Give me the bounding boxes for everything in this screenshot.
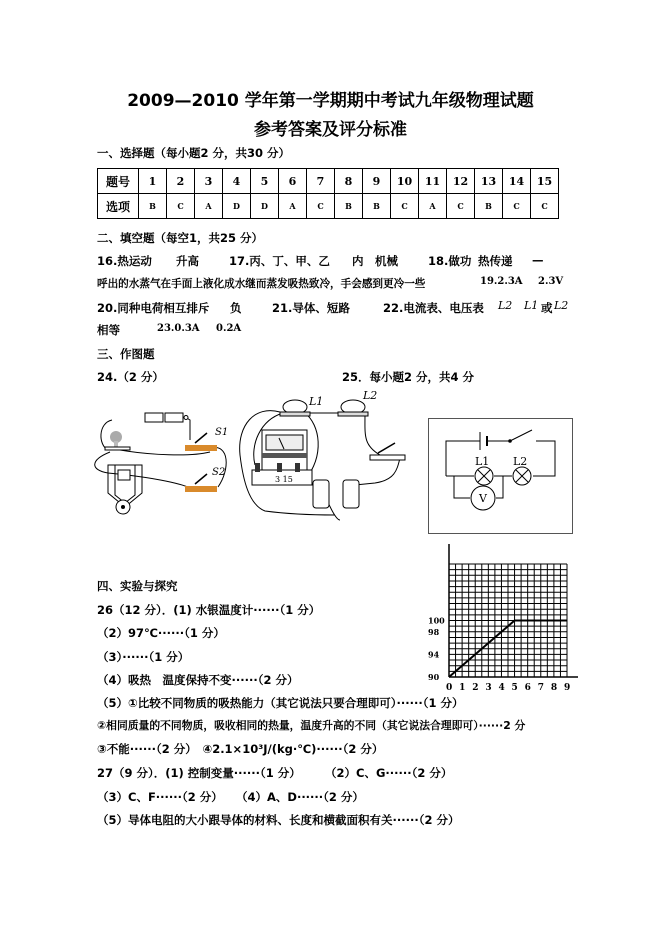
question-number: 4 — [223, 169, 251, 194]
wire — [355, 458, 400, 485]
battery-cell-icon — [313, 480, 329, 508]
row-label-option: 选项 — [98, 194, 139, 219]
answer-q26-5c: ③不能······（2 分） ④2.1×10³J/(kg·℃)······（2 分） — [97, 742, 384, 756]
table-row-options — [98, 194, 559, 219]
answer-q20: 20.同种电荷相互排斥 — [97, 301, 210, 315]
answer-option: D — [223, 194, 251, 219]
x-tick-label: 4 — [498, 683, 505, 693]
question-number: 9 — [363, 169, 391, 194]
meter-scale-label: 3 15 — [275, 475, 293, 484]
question-number: 12 — [447, 169, 475, 194]
question-number: 7 — [307, 169, 335, 194]
answer-q22: 22.电流表、电压表 — [383, 301, 484, 315]
question-number: 5 — [251, 169, 279, 194]
answer-option: B — [475, 194, 503, 219]
answer-option: B — [139, 194, 167, 219]
label-voltmeter: V — [479, 492, 487, 505]
answer-option: C — [391, 194, 419, 219]
battery-cell-icon — [145, 413, 163, 422]
switch-icon — [370, 455, 405, 460]
answer-option: C — [447, 194, 475, 219]
y-tick-label: 98 — [428, 626, 440, 637]
answer-option: C — [531, 194, 559, 219]
battery-cell-icon — [165, 413, 183, 422]
switch-s1-icon — [185, 445, 217, 451]
answer-table — [97, 168, 559, 219]
label-schematic-l1: L1 — [475, 455, 490, 468]
answer-q26-2: （2）97℃······（1 分） — [97, 626, 225, 640]
answer-q27-3: （3）C、F······（2 分） — [97, 790, 223, 804]
question-number: 6 — [279, 169, 307, 194]
wire — [185, 417, 190, 440]
answer-q17b: 内 — [352, 254, 364, 268]
answer-option: B — [363, 194, 391, 219]
label-l1: L1 — [309, 395, 324, 408]
x-tick-label: 7 — [537, 683, 545, 693]
answer-q22-l1: L1 — [524, 299, 539, 312]
switch-s2-icon — [185, 486, 217, 492]
x-tick-label: 0 — [446, 683, 453, 693]
y-tick-label: 94 — [428, 649, 440, 660]
x-tick-label: 8 — [550, 683, 558, 693]
lamp-l2-icon — [513, 467, 531, 485]
temperature-time-chart — [420, 540, 580, 695]
y-tick-label: 100 — [428, 615, 445, 626]
y-tick-label: 90 — [428, 672, 440, 682]
answer-q23: 23.0.3A — [157, 323, 200, 334]
label-schematic-l2: L2 — [513, 455, 528, 468]
x-tick-label: 2 — [472, 683, 479, 693]
table-row-numbers — [98, 169, 559, 194]
answer-q17c: 机械 — [375, 254, 398, 268]
question-number: 13 — [475, 169, 503, 194]
document-subtitle: 参考答案及评分标准 — [254, 120, 407, 140]
section1-heading: 一、选择题（每小题2 分，共30 分） — [97, 146, 291, 160]
question-number: 14 — [503, 169, 531, 194]
answer-q26-1: 26（12 分）．(1) 水银温度计······（1 分） — [97, 603, 321, 617]
label-l2: L2 — [363, 389, 378, 402]
answer-q20b: 负 — [230, 301, 242, 315]
answer-q18-explanation: 呼出的水蒸气在手面上液化成水继而蒸发吸热致冷，手会感到更冷一些 — [97, 278, 426, 290]
answer-q19: 19.2.3A — [480, 276, 523, 287]
answer-q23b: 0.2A — [216, 323, 242, 334]
answer-q22-l3: L2 — [554, 299, 569, 312]
answer-option: A — [195, 194, 223, 219]
answer-q16b: 升高 — [176, 254, 199, 268]
answer-q26-4: （4）吸热 温度保持不变······（2 分） — [97, 673, 299, 687]
figure-24-circuit — [90, 395, 240, 525]
answer-q26-5b: ②相同质量的不同物质，吸收相同的热量，温度升高的不同（其它说法合理即可）······2 分 — [97, 719, 526, 732]
answer-q27-5: （5）导体电阻的大小跟导体的材料、长度和横截面积有关······（2 分） — [97, 813, 460, 827]
x-tick-label: 5 — [511, 683, 518, 693]
answer-q16: 16.热运动 — [97, 254, 152, 268]
answer-q26-3: （3）······（1 分） — [97, 650, 190, 664]
figure-25-schematic — [428, 418, 573, 534]
answer-q27-4: （4）A、D······（2 分） — [236, 790, 364, 804]
answer-q22-cont: 相等 — [97, 323, 120, 337]
answer-q26-5: （5）①比较不同物质的吸热能力（其它说法只要合理即可）······（1 分） — [97, 696, 464, 710]
label-s1: S1 — [215, 427, 229, 438]
answer-option: B — [335, 194, 363, 219]
answer-option: C — [307, 194, 335, 219]
answer-q21: 21.导体、短路 — [272, 301, 350, 315]
x-tick-label: 3 — [485, 683, 492, 693]
answer-q27-2: （2）C、G······（2 分） — [325, 766, 453, 780]
question-number: 3 — [195, 169, 223, 194]
bulb-base — [105, 447, 130, 450]
answer-q17: 17.丙、丁、甲、乙 — [229, 254, 330, 268]
question-number: 8 — [335, 169, 363, 194]
wire — [365, 413, 380, 455]
question-number: 10 — [391, 169, 419, 194]
lamp-l1-icon — [475, 467, 493, 485]
answer-q18b: 热传递 — [478, 254, 513, 268]
section3-heading: 三、作图题 — [97, 347, 155, 361]
answer-q22-l2: L2 — [498, 299, 513, 312]
figure-25-circuit — [235, 385, 425, 525]
answer-option: C — [167, 194, 195, 219]
answer-q22-or: 或 — [541, 301, 553, 315]
section4-heading: 四、实验与探究 — [97, 579, 178, 593]
answer-q27-1: 27（9 分）．(1) 控制变量······（1 分） — [97, 766, 301, 780]
question-25-label: 25．每小题2 分，共4 分 — [342, 370, 475, 384]
wire — [101, 420, 112, 450]
section2-heading: 二、填空题（每空1，共25 分） — [97, 231, 264, 245]
answer-option: A — [279, 194, 307, 219]
x-tick-label: 1 — [459, 683, 466, 693]
question-number: 2 — [167, 169, 195, 194]
answer-option: D — [251, 194, 279, 219]
question-number: 11 — [419, 169, 447, 194]
question-number: 15 — [531, 169, 559, 194]
document-title: 2009—2010 学年第一学期期中考试九年级物理试题 — [127, 91, 534, 111]
label-s2: S2 — [212, 467, 226, 478]
answer-q18: 18.做功 — [428, 254, 472, 268]
question-24-label: 24.（2 分） — [97, 370, 164, 384]
answer-q18c: — — [532, 253, 544, 267]
answer-q19b: 2.3V — [538, 276, 564, 287]
answer-option: A — [419, 194, 447, 219]
battery-cell-icon — [343, 480, 359, 508]
question-number: 1 — [139, 169, 167, 194]
x-tick-label: 9 — [564, 683, 571, 693]
row-label-number: 题号 — [98, 169, 139, 194]
x-tick-label: 6 — [524, 683, 531, 693]
answer-option: C — [503, 194, 531, 219]
